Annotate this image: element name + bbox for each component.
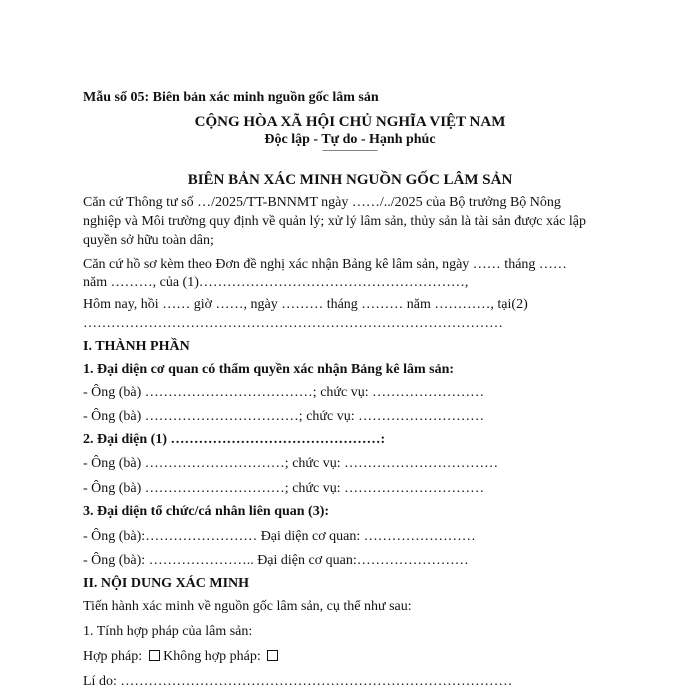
legal-label: Hợp pháp:	[83, 649, 143, 664]
basis-line: Căn cứ hồ sơ kèm theo Đơn đề nghị xác nhận Bảng kê lâm sản, ngày …… tháng ……	[83, 257, 567, 272]
today-line: ………………………………………………………………………………	[83, 316, 503, 331]
illegal-label: Không hợp pháp:	[163, 649, 261, 664]
reason-line: Lí do: …………………………………………………………………………	[83, 674, 513, 689]
member-line: - Ông (bà):…………………… Đại diện cơ quan: ……………………	[83, 529, 476, 544]
form-code: Mẫu số 05: Biên bản xác minh nguồn gốc lâm sản	[83, 90, 379, 105]
member-line: - Ông (bà) ………………………………; chức vụ: ……………………	[83, 385, 485, 400]
illegal-checkbox[interactable]	[267, 650, 278, 661]
today-line: Hôm nay, hồi …… giờ ……, ngày ……… tháng ……… năm …………, tại(2)	[83, 297, 528, 312]
member-line: - Ông (bà) …………………………; chức vụ: …………………………	[83, 481, 485, 496]
nation-title: CỘNG HÒA XÃ HỘI CHỦ NGHĨA VIỆT NAM	[194, 114, 506, 130]
content-intro: Tiến hành xác minh về nguồn gốc lâm sản, cụ thể như sau:	[83, 599, 412, 614]
member-line: - Ông (bà) ……………………………; chức vụ: ………………………	[83, 409, 485, 424]
motto: Độc lập - Tự do - Hạnh phúc	[264, 132, 436, 147]
motto-rule: –––––––––––	[322, 145, 378, 156]
item-heading: 1. Tính hợp pháp của lâm sản:	[83, 624, 253, 639]
section-heading: I. THÀNH PHẦN	[83, 339, 190, 354]
subsection-heading: 2. Đại diện (1) ………………………………………:	[83, 432, 386, 447]
subsection-heading: 3. Đại diện tổ chức/cá nhân liên quan (3):	[83, 504, 330, 519]
basis-line: năm ………, của (1)…………………………………………………,	[83, 275, 469, 290]
member-line: - Ông (bà) …………………………; chức vụ: ……………………………	[83, 456, 499, 471]
section-heading: II. NỘI DUNG XÁC MINH	[83, 576, 250, 591]
legal-checkbox[interactable]	[149, 650, 160, 661]
subsection-heading: 1. Đại diện cơ quan có thẩm quyền xác nhận Bảng kê lâm sản:	[83, 362, 455, 377]
basis-line: Căn cứ Thông tư số …/2025/TT-BNNMT ngày ……/../2025 của Bộ trưởng Bộ Nông	[83, 195, 561, 210]
basis-line: nghiệp và Môi trường quy định về quản lý; xử lý lâm sản, thủy sản là tài sản được xác lập	[83, 214, 586, 229]
document-title: BIÊN BẢN XÁC MINH NGUỒN GỐC LÂM SẢN	[187, 172, 513, 188]
member-line: - Ông (bà): ………………….. Đại diện cơ quan:……………………	[83, 553, 469, 568]
basis-line: quyền sở hữu toàn dân;	[83, 233, 214, 248]
legality-row	[83, 648, 278, 666]
